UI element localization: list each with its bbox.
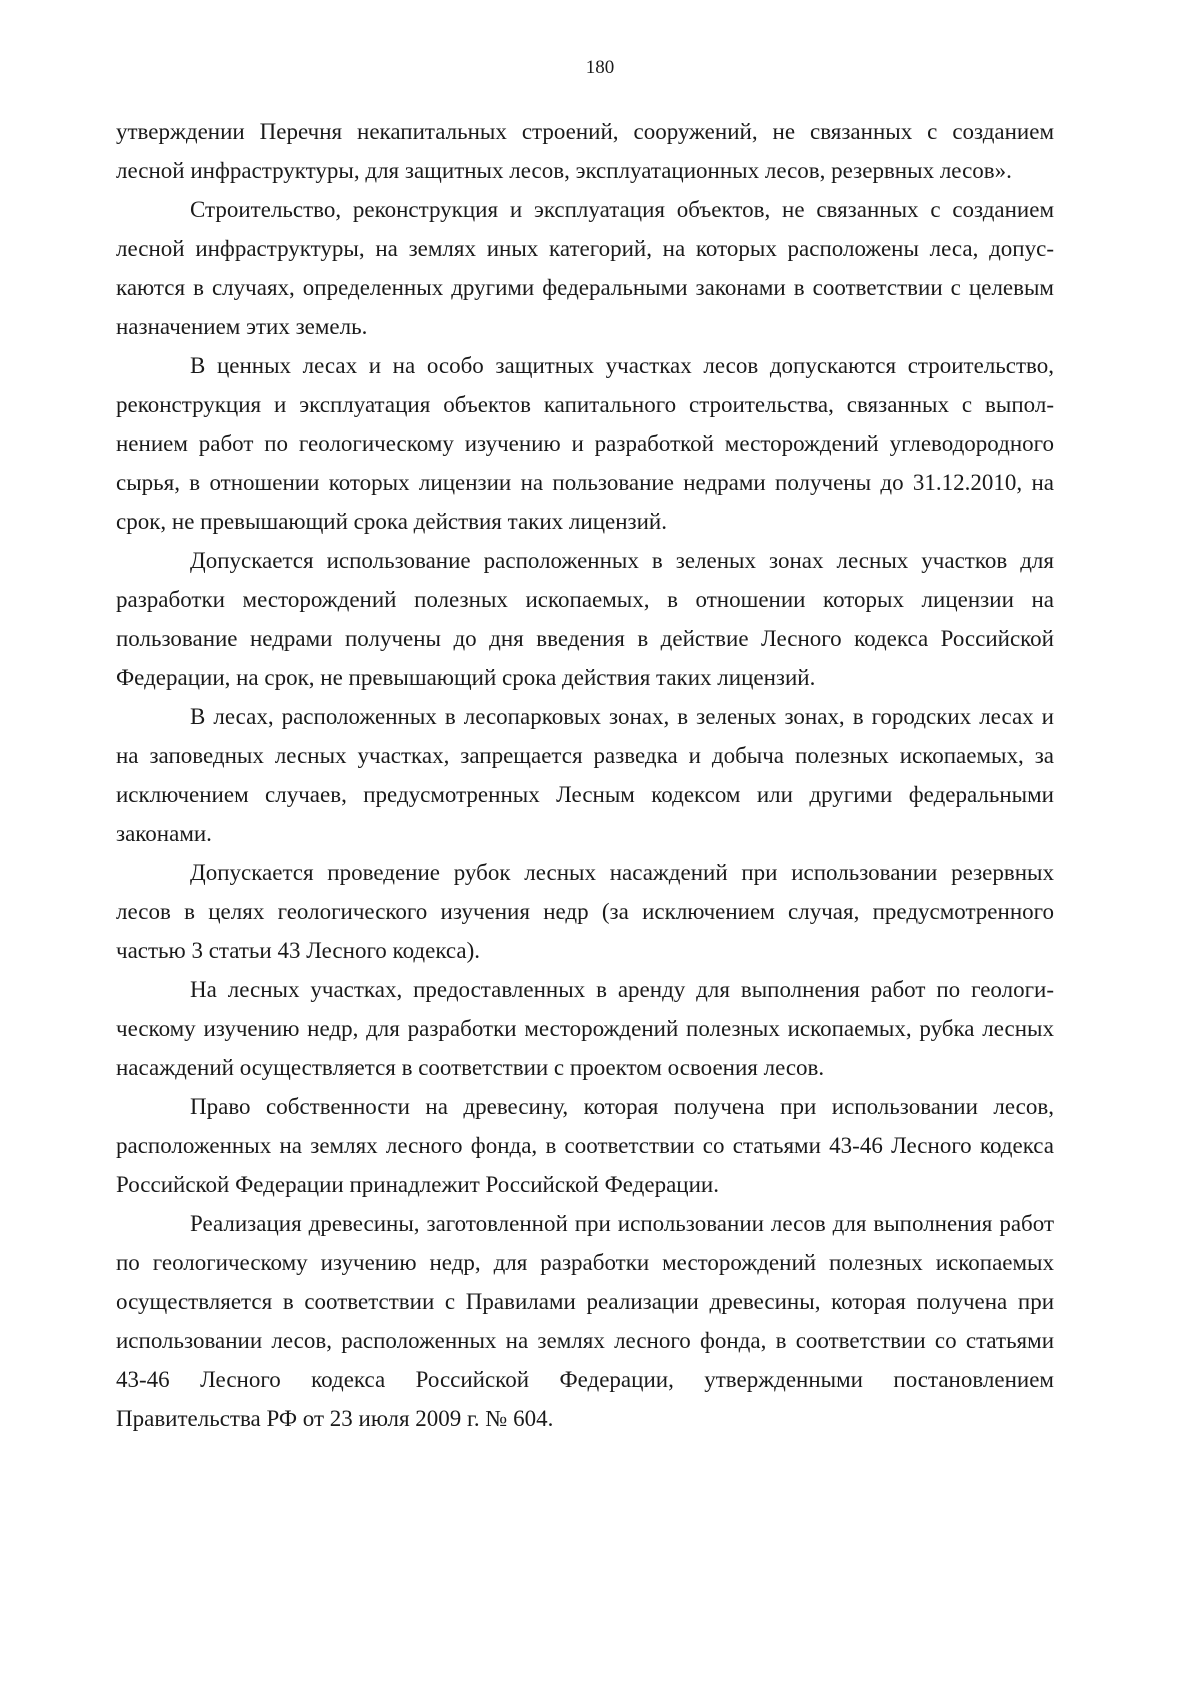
paragraph-wood-sale: Реализация древесины, заготовленной при использовании лесов для выполнения работ по геологическому изучению недр, для разработки месторождений полезных ископаемых осуществляется в соответствии с Правилами реализации древесины, которая получена при использовании лесов, расположенных на землях лесного фонда, в соответствии со статьями 43-46 Лесного кодекса Российской Федерации, утвержденными постановлением Правительства РФ от 23 июля 2009 г. № 604. xyxy=(116,1211,1054,1431)
paragraph-continuation: утверждении Перечня некапитальных строений, сооружений, не связанных с созданием лесной инфраструктуры, для защитных лесов, эксплуатационных лесов, резервных лесов». xyxy=(116,119,1054,183)
paragraph-leased-plots: На лесных участках, предоставленных в аренду для выполнения работ по геологическому изучению недр, для разработки месторождений полезных ископаемых, рубка лесных насаждений осуществляется в соответствии с проектом освоения лесов. xyxy=(116,977,1054,1080)
paragraph-wood-ownership: Право собственности на древесину, которая получена при использовании лесов, расположенных на землях лесного фонда, в соответствии со статьями 43-46 Лесного кодекса Российской Федерации принадлежит Российской Федерации. xyxy=(116,1094,1054,1197)
paragraph-forest-park-zones: В лесах, расположенных в лесопарковых зонах, в зеленых зонах, в городских лесах и на заповедных лесных участках, запрещается разведка и добыча полезных ископаемых, за исключением случаев, предусмотренных Лесным кодексом или другими федеральными законами. xyxy=(116,704,1054,846)
paragraph-green-zones: Допускается использование расположенных в зеленых зонах лесных участков для разработки месторождений полезных ископаемых, в отношении которых лицензии на пользование недрами получены до дня введения в действие Лесного кодекса Российской Федерации, на срок, не превышающий срока действия таких лицензий. xyxy=(116,548,1054,690)
page-number: 180 xyxy=(585,57,615,78)
paragraph-construction-other-lands: Строительство, реконструкция и эксплуатация объектов, не связанных с созданием лесной инфраструктуры, на землях иных категорий, на которых расположены леса, допускаются в случаях, определенных другими федеральными законами в соответствии с целевым назначением этих земель. xyxy=(116,197,1054,339)
document-body xyxy=(116,112,1054,1438)
paragraph-reserve-forests: Допускается проведение рубок лесных насаждений при использовании резервных лесов в целях геологического изучения недр (за исключением случая, предусмотренного частью 3 статьи 43 Лесного кодекса). xyxy=(116,860,1054,963)
paragraph-valuable-forests: В ценных лесах и на особо защитных участках лесов допускаются строительство, реконструкция и эксплуатация объектов капитального строительства, связанных с выполнением работ по геологическому изучению и разработкой месторождений углеводородного сырья, в отношении которых лицензии на пользование недрами получены до 31.12.2010, на срок, не превышающий срока действия таких лицензий. xyxy=(116,353,1054,534)
